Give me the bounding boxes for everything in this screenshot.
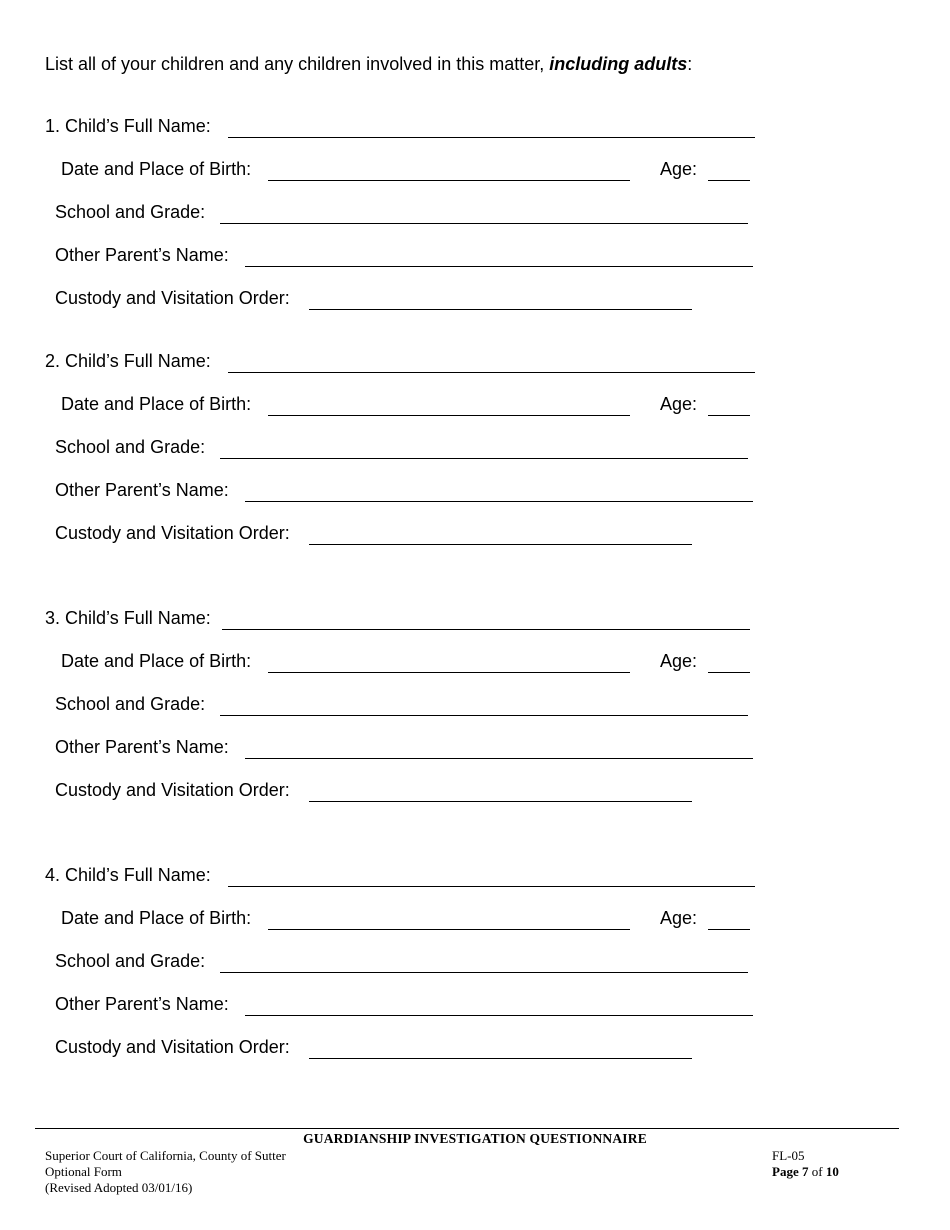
- child-2-name-row: [45, 351, 765, 375]
- page-indicator: [772, 1164, 839, 1180]
- child-1-parent-field[interactable]: [245, 266, 753, 267]
- child-1-custody-field[interactable]: [309, 309, 692, 310]
- of-word: of: [811, 1164, 823, 1179]
- child-1-parent-row: [55, 245, 765, 269]
- child-3-school-field[interactable]: [220, 715, 748, 716]
- school-label: School and Grade:: [55, 202, 206, 222]
- child-4-custody-field[interactable]: [309, 1058, 692, 1059]
- form-title: GUARDIANSHIP INVESTIGATION QUESTIONNAIRE: [303, 1131, 647, 1146]
- school-label: School and Grade:: [55, 437, 206, 457]
- child-4-custody-row: [55, 1037, 715, 1061]
- custody-label: Custody and Visitation Order:: [55, 288, 290, 308]
- child-3-birth-field[interactable]: [268, 672, 630, 673]
- custody-label: Custody and Visitation Order:: [55, 523, 290, 543]
- child-4-school-row: [55, 951, 755, 975]
- child-1-name-field[interactable]: [228, 137, 755, 138]
- child-3-custody-row: [55, 780, 715, 804]
- age-label: Age:: [660, 908, 698, 928]
- child-3-age-field[interactable]: [708, 672, 750, 673]
- child-2-parent-field[interactable]: [245, 501, 753, 502]
- child-2-parent-row: [55, 480, 765, 504]
- child-4-birth-row: [61, 908, 761, 932]
- child-3-school-row: [55, 694, 755, 718]
- child-name-label: 2. Child’s Full Name:: [45, 351, 211, 371]
- child-2-school-row: [55, 437, 755, 461]
- child-2-custody-field[interactable]: [309, 544, 692, 545]
- child-1-school-row: [55, 202, 755, 226]
- footer-form-info: [772, 1148, 839, 1180]
- parent-label: Other Parent’s Name:: [55, 994, 229, 1014]
- child-3-parent-row: [55, 737, 765, 761]
- form-id: FL-05: [772, 1148, 805, 1163]
- child-4-name-row: [45, 865, 765, 889]
- child-3-name-row: [45, 608, 765, 632]
- parent-label: Other Parent’s Name:: [55, 480, 229, 500]
- child-2-name-field[interactable]: [228, 372, 755, 373]
- footer-court-info: [45, 1148, 286, 1196]
- footer-divider: [35, 1128, 899, 1129]
- child-2-birth-row: [61, 394, 761, 418]
- child-1-school-field[interactable]: [220, 223, 748, 224]
- child-name-label: 4. Child’s Full Name:: [45, 865, 211, 885]
- child-1-birth-row: [61, 159, 761, 183]
- age-label: Age:: [660, 394, 698, 414]
- school-label: School and Grade:: [55, 694, 206, 714]
- child-2-school-field[interactable]: [220, 458, 748, 459]
- child-1-name-row: [45, 116, 765, 140]
- child-1-birth-field[interactable]: [268, 180, 630, 181]
- child-2-birth-field[interactable]: [268, 415, 630, 416]
- birth-label: Date and Place of Birth:: [61, 159, 252, 179]
- child-2-custody-row: [55, 523, 715, 547]
- page-total: 10: [825, 1164, 839, 1179]
- instructions-emphasis: including adults: [549, 54, 688, 74]
- child-1-age-field[interactable]: [708, 180, 750, 181]
- child-4-parent-row: [55, 994, 765, 1018]
- school-label: School and Grade:: [55, 951, 206, 971]
- custody-label: Custody and Visitation Order:: [55, 780, 290, 800]
- instructions-suffix: :: [687, 54, 693, 74]
- child-name-label: 1. Child’s Full Name:: [45, 116, 211, 136]
- child-1-custody-row: [55, 288, 715, 312]
- child-4-school-field[interactable]: [220, 972, 748, 973]
- birth-label: Date and Place of Birth:: [61, 394, 252, 414]
- child-3-custody-field[interactable]: [309, 801, 692, 802]
- child-name-label: 3. Child’s Full Name:: [45, 608, 211, 628]
- parent-label: Other Parent’s Name:: [55, 737, 229, 757]
- child-4-parent-field[interactable]: [245, 1015, 753, 1016]
- child-3-parent-field[interactable]: [245, 758, 753, 759]
- custody-label: Custody and Visitation Order:: [55, 1037, 290, 1057]
- age-label: Age:: [660, 651, 698, 671]
- birth-label: Date and Place of Birth:: [61, 651, 252, 671]
- page-number: 7: [801, 1164, 809, 1179]
- age-label: Age:: [660, 159, 698, 179]
- child-4-name-field[interactable]: [228, 886, 755, 887]
- instructions-text: [45, 54, 692, 75]
- child-4-birth-field[interactable]: [268, 929, 630, 930]
- child-2-age-field[interactable]: [708, 415, 750, 416]
- instructions-prefix: List all of your children and any children involved in this matter,: [45, 54, 550, 74]
- revision-date: (Revised Adopted 03/01/16): [45, 1180, 193, 1195]
- child-4-age-field[interactable]: [708, 929, 750, 930]
- child-3-name-field[interactable]: [222, 629, 750, 630]
- parent-label: Other Parent’s Name:: [55, 245, 229, 265]
- page-word: Page: [772, 1164, 799, 1179]
- optional-form-note: Optional Form: [45, 1164, 122, 1179]
- court-name: Superior Court of California, County of Sutter: [45, 1148, 286, 1163]
- child-3-birth-row: [61, 651, 761, 675]
- birth-label: Date and Place of Birth:: [61, 908, 252, 928]
